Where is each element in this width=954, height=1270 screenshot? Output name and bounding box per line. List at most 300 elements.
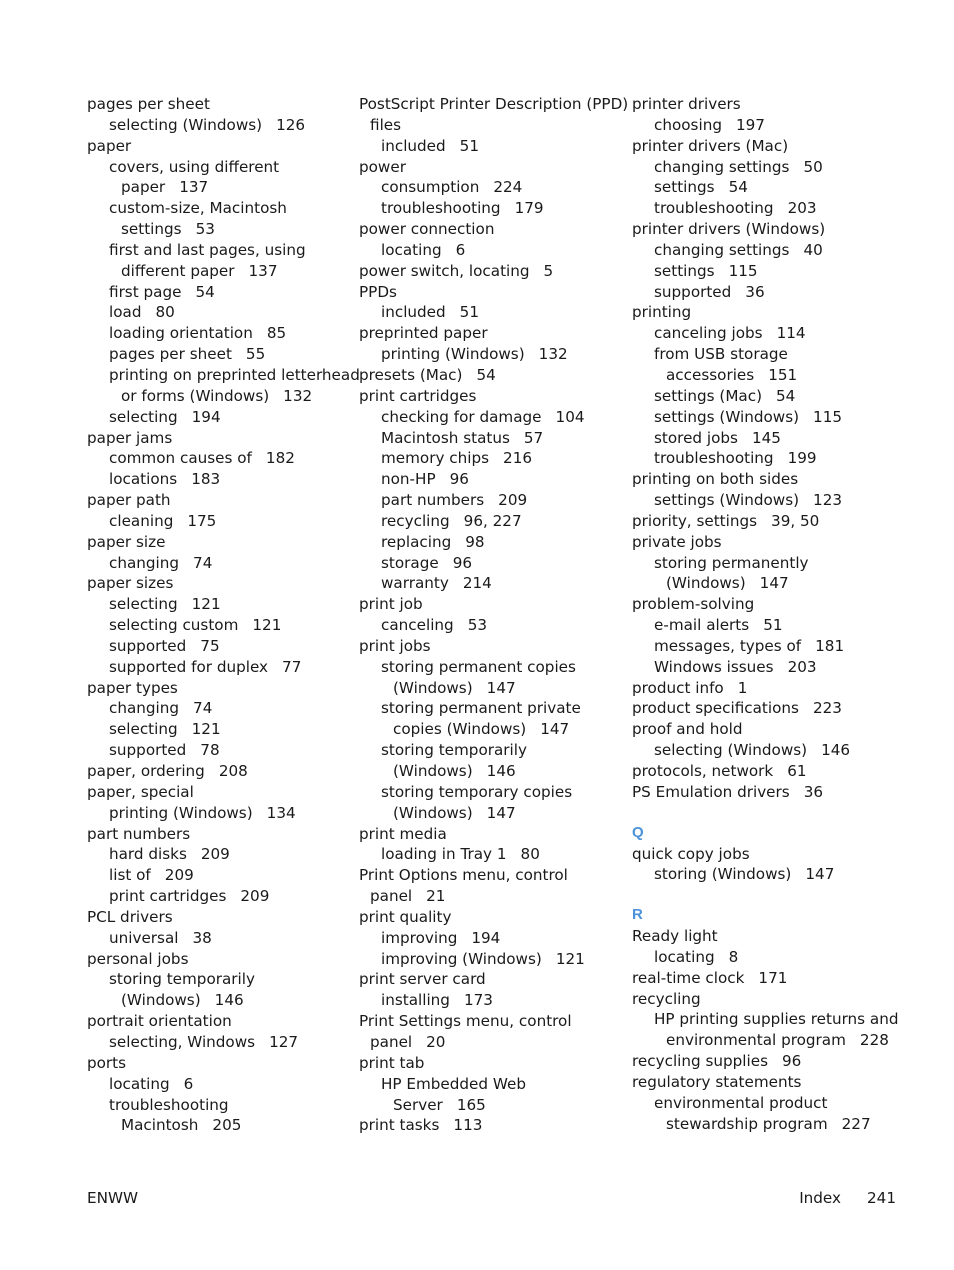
entry-term: print tasks [359, 1116, 440, 1135]
index-subentry [632, 1114, 912, 1135]
entry-page-ref: 39, 50 [771, 511, 820, 530]
entry-page-ref: 51 [459, 303, 479, 322]
index-subentry [87, 365, 360, 386]
index-subentry [87, 282, 349, 303]
entry-term: PS Emulation drivers [632, 782, 790, 801]
entry-page-ref: 113 [453, 1116, 483, 1135]
entry-page-ref: 53 [195, 220, 215, 239]
index-subentry [632, 636, 912, 657]
entry-term: printing (Windows) [109, 803, 253, 822]
entry-term: Windows issues [654, 657, 774, 676]
index-subentry [632, 240, 912, 261]
index-entry [359, 1115, 621, 1136]
index-entry [359, 323, 621, 344]
entry-term: power connection [359, 220, 495, 239]
index-column-1 [87, 94, 360, 1136]
index-entry [359, 886, 621, 907]
entry-term: canceling jobs [654, 324, 763, 343]
entry-term: cleaning [109, 511, 174, 530]
entry-term: paper size [87, 532, 166, 551]
entry-term: settings [654, 178, 715, 197]
index-entry [87, 1011, 349, 1032]
entry-page-ref: 146 [821, 741, 851, 760]
entry-term: (Windows) [393, 803, 473, 822]
entry-page-ref: 51 [459, 136, 479, 155]
footer-page-info [799, 1187, 896, 1209]
entry-page-ref: 173 [463, 991, 493, 1010]
index-subentry [632, 157, 912, 178]
entry-term: improving [381, 928, 458, 947]
index-entry [632, 532, 912, 553]
entry-term: messages, types of [654, 636, 802, 655]
index-subentry [87, 594, 349, 615]
index-entry [87, 573, 349, 594]
entry-term: paper [87, 136, 132, 155]
entry-term: Server [393, 1095, 443, 1114]
index-subentry [359, 469, 621, 490]
entry-page-ref: 114 [776, 324, 806, 343]
index-subentry [632, 428, 912, 449]
entry-term: choosing [654, 115, 722, 134]
index-subentry [87, 240, 349, 261]
entry-term: selecting [109, 407, 178, 426]
entry-page-ref: 115 [728, 261, 758, 280]
footer-doc-code: ENWW [87, 1189, 138, 1207]
entry-term: print tab [359, 1053, 425, 1072]
index-subentry [87, 886, 349, 907]
entry-page-ref: 115 [813, 407, 843, 426]
entry-term: panel [370, 1032, 413, 1051]
entry-term: Ready light [632, 927, 718, 946]
entry-term: print jobs [359, 636, 431, 655]
entry-page-ref: 224 [493, 178, 523, 197]
index-subentry [359, 448, 621, 469]
index-entry [359, 365, 621, 386]
entry-term: preprinted paper [359, 324, 488, 343]
entry-term: portrait orientation [87, 1012, 232, 1031]
entry-term: hard disks [109, 845, 187, 864]
entry-page-ref: 214 [462, 574, 492, 593]
entry-page-ref: 203 [787, 199, 817, 218]
index-subentry [632, 1030, 912, 1051]
entry-term: supported for duplex [109, 657, 269, 676]
entry-term: selecting [109, 720, 178, 739]
entry-page-ref: 8 [728, 947, 739, 966]
index-subentry [359, 1074, 621, 1095]
index-column-2 [359, 94, 629, 1136]
index-entry [87, 428, 349, 449]
index-subentry [87, 553, 349, 574]
entry-term: part numbers [87, 824, 191, 843]
entry-page-ref: 147 [486, 803, 516, 822]
index-entry [359, 1032, 621, 1053]
entry-term: load [109, 303, 142, 322]
index-subentry [359, 553, 621, 574]
entry-page-ref: 194 [471, 928, 501, 947]
entry-page-ref: 74 [193, 699, 213, 718]
index-entry [87, 1053, 349, 1074]
entry-term: PostScript Printer Description (PPD) [359, 95, 629, 113]
index-subentry [87, 803, 349, 824]
entry-term: common causes of [109, 449, 252, 468]
entry-term: recycling supplies [632, 1052, 768, 1071]
entry-page-ref: 55 [245, 345, 266, 364]
index-subentry [632, 864, 912, 885]
index-entry [632, 511, 912, 532]
index-entry [359, 1053, 621, 1074]
index-subentry [359, 490, 621, 511]
index-entry [87, 824, 349, 845]
entry-term: loading orientation [109, 324, 253, 343]
index-entry [632, 926, 912, 947]
index-subentry [87, 344, 349, 365]
entry-term: non-HP [381, 470, 436, 489]
entry-term: storing temporarily [381, 741, 527, 760]
index-subentry [359, 844, 621, 865]
entry-term: settings (Mac) [654, 386, 763, 405]
index-subentry [359, 511, 621, 532]
entry-page-ref: 54 [195, 282, 215, 301]
index-subentry [359, 719, 621, 740]
entry-term: supported [109, 636, 187, 655]
entry-term: recycling [632, 989, 701, 1008]
entry-term: loading in Tray 1 [381, 845, 507, 864]
entry-page-ref: 208 [218, 762, 248, 780]
entry-term: selecting custom [109, 616, 239, 635]
entry-page-ref: 61 [787, 762, 807, 780]
entry-term: supported [654, 282, 732, 301]
index-entry [632, 136, 912, 157]
index-subentry [359, 928, 621, 949]
entry-term: settings (Windows) [654, 491, 800, 510]
entry-term: environmental program [666, 1031, 846, 1050]
entry-page-ref: 96 [449, 470, 469, 489]
index-entry [632, 698, 912, 719]
entry-term: different paper [121, 261, 235, 280]
entry-term: paper jams [87, 428, 173, 447]
entry-page-ref: 20 [426, 1032, 446, 1051]
index-subentry [87, 990, 349, 1011]
entry-page-ref: 132 [283, 386, 313, 405]
index-entry [87, 94, 349, 115]
index-subentry [632, 115, 912, 136]
entry-page-ref: 53 [467, 616, 488, 635]
index-entry [632, 844, 912, 865]
entry-page-ref: 80 [520, 845, 540, 864]
entry-term: Macintosh [121, 1116, 199, 1135]
entry-page-ref: 121 [191, 720, 221, 739]
entry-page-ref: 54 [728, 178, 748, 197]
entry-page-ref: 126 [276, 115, 306, 134]
index-entry [632, 719, 912, 740]
entry-page-ref: 78 [200, 741, 220, 760]
index-subentry [87, 636, 349, 657]
entry-term: part numbers [381, 491, 485, 510]
entry-term: troubleshooting [381, 199, 501, 218]
index-subentry [359, 302, 621, 323]
entry-page-ref: 98 [465, 532, 485, 551]
index-subentry [359, 678, 621, 699]
index-subentry [359, 240, 621, 261]
entry-term: included [381, 136, 446, 155]
index-entry [359, 1011, 621, 1032]
entry-page-ref: 121 [555, 949, 585, 968]
index-entry [359, 115, 621, 136]
index-subentry [359, 698, 621, 719]
entry-page-ref: 85 [266, 324, 287, 343]
entry-term: printer drivers [632, 95, 741, 113]
entry-page-ref: 194 [191, 407, 221, 426]
entry-term: warranty [381, 574, 449, 593]
entry-term: real-time clock [632, 968, 745, 987]
entry-page-ref: 104 [555, 407, 585, 426]
entry-page-ref: 209 [164, 866, 194, 885]
index-entry [87, 761, 349, 782]
entry-term: paper, special [87, 782, 194, 801]
index-entry [632, 219, 912, 240]
entry-page-ref: 127 [269, 1032, 299, 1051]
index-entry [87, 907, 349, 928]
entry-page-ref: 175 [187, 511, 217, 530]
entry-page-ref: 36 [745, 282, 765, 301]
entry-term: canceling [381, 616, 454, 635]
entry-term: printing on both sides [632, 470, 799, 489]
entry-term: problem-solving [632, 595, 755, 614]
entry-term: storing permanent copies [381, 657, 576, 676]
index-subentry [632, 365, 912, 386]
index-entry [87, 490, 349, 511]
entry-term: HP Embedded Web [381, 1074, 526, 1093]
index-subentry [359, 615, 621, 636]
index-entry [632, 94, 912, 115]
index-subentry [87, 511, 349, 532]
entry-term: locating [109, 1074, 170, 1093]
entry-term: storing (Windows) [654, 865, 792, 884]
entry-term: HP printing supplies returns and [654, 1010, 899, 1029]
entry-term: printing [632, 303, 692, 322]
index-entry [359, 94, 629, 115]
entry-term: from USB storage [654, 345, 788, 364]
index-subentry [87, 865, 349, 886]
entry-page-ref: 223 [812, 699, 842, 718]
entry-page-ref: 182 [265, 449, 295, 468]
index-subentry [359, 198, 621, 219]
index-subentry [87, 323, 349, 344]
entry-term: troubleshooting [654, 199, 774, 218]
entry-page-ref: 121 [191, 595, 221, 614]
index-entry [87, 949, 349, 970]
index-entry [632, 782, 912, 803]
entry-term: panel [370, 887, 413, 906]
entry-page-ref: 147 [486, 678, 516, 697]
section-letter: Q [632, 823, 644, 841]
entry-term: covers, using different [109, 157, 280, 176]
entry-page-ref: 96 [452, 553, 473, 572]
entry-term: storing permanently [654, 553, 809, 572]
index-subentry [359, 761, 621, 782]
index-subentry [359, 136, 621, 157]
entry-term: first page [109, 282, 182, 301]
index-subentry [359, 532, 621, 553]
entry-term: presets (Mac) [359, 365, 463, 384]
entry-page-ref: 54 [476, 365, 496, 384]
footer-section-label: Index [799, 1189, 841, 1207]
entry-page-ref: 137 [179, 178, 209, 197]
entry-page-ref: 181 [815, 636, 845, 655]
index-subentry [632, 407, 912, 428]
index-entry [359, 261, 621, 282]
index-subentry [632, 386, 912, 407]
index-entry [632, 469, 912, 490]
index-subentry [632, 1009, 912, 1030]
index-subentry [87, 698, 349, 719]
index-subentry [359, 657, 621, 678]
index-subentry [87, 198, 349, 219]
index-subentry [632, 177, 912, 198]
entry-page-ref: 137 [248, 261, 278, 280]
entry-term: printing on preprinted letterhead [109, 365, 360, 384]
index-subentry [632, 323, 912, 344]
entry-term: changing settings [654, 240, 790, 259]
entry-term: print server card [359, 970, 486, 989]
entry-term: priority, settings [632, 511, 758, 530]
index-entry [359, 907, 621, 928]
index-entry [359, 157, 621, 178]
entry-term: recycling [381, 511, 450, 530]
index-entry [359, 636, 621, 657]
index-subentry [87, 261, 349, 282]
index-subentry [632, 740, 912, 761]
entry-term: Print Settings menu, control [359, 1012, 572, 1031]
index-subentry [87, 719, 349, 740]
entry-term: pages per sheet [109, 345, 232, 364]
entry-page-ref: 216 [503, 449, 533, 468]
entry-page-ref: 50 [803, 157, 823, 176]
entry-term: (Windows) [666, 574, 746, 593]
entry-term: PPDs [359, 282, 397, 301]
entry-term: regulatory statements [632, 1072, 802, 1091]
entry-term: paper, ordering [87, 762, 205, 780]
index-entry [87, 678, 349, 699]
index-entry [632, 1072, 912, 1093]
entry-page-ref: 40 [803, 240, 823, 259]
entry-term: printing (Windows) [381, 345, 525, 364]
index-entry [632, 302, 912, 323]
entry-term: (Windows) [121, 991, 201, 1010]
index-subentry [632, 947, 912, 968]
index-subentry [87, 1115, 349, 1136]
entry-page-ref: 121 [252, 616, 282, 635]
entry-page-ref: 74 [193, 553, 213, 572]
entry-page-ref: 203 [787, 657, 817, 676]
entry-page-ref: 183 [191, 470, 221, 489]
entry-term: supported [109, 741, 187, 760]
index-entry [632, 989, 912, 1010]
entry-term: checking for damage [381, 407, 542, 426]
index-subentry [87, 969, 349, 990]
entry-term: universal [109, 928, 179, 947]
entry-page-ref: 199 [787, 449, 817, 468]
entry-term: pages per sheet [87, 95, 210, 113]
index-column-3 [632, 94, 912, 1135]
index-subentry [87, 157, 349, 178]
entry-term: printer drivers (Windows) [632, 220, 826, 239]
index-subentry [87, 407, 349, 428]
entry-page-ref: 123 [813, 491, 843, 510]
entry-term: print cartridges [109, 887, 227, 906]
entry-term: custom-size, Macintosh [109, 199, 287, 218]
entry-term: paper types [87, 678, 178, 697]
entry-term: first and last pages, using [109, 240, 306, 259]
index-entry [87, 782, 349, 803]
entry-term: or forms (Windows) [121, 386, 270, 405]
entry-page-ref: 1 [737, 678, 748, 697]
index-subentry [359, 949, 621, 970]
entry-term: selecting (Windows) [109, 115, 263, 134]
entry-term: power switch, locating [359, 261, 530, 280]
footer-page-number: 241 [867, 1189, 896, 1207]
entry-term: improving (Windows) [381, 949, 542, 968]
entry-page-ref: 96, 227 [463, 511, 522, 530]
entry-page-ref: 147 [759, 574, 789, 593]
entry-page-ref: 38 [192, 928, 212, 947]
index-subentry [87, 219, 349, 240]
entry-term: PCL drivers [87, 907, 173, 926]
entry-term: storage [381, 553, 439, 572]
entry-term: troubleshooting [109, 1095, 229, 1114]
entry-term: proof and hold [632, 720, 743, 739]
entry-term: accessories [666, 365, 755, 384]
entry-term: selecting, Windows [109, 1032, 256, 1051]
index-entry [632, 1051, 912, 1072]
entry-term: included [381, 303, 446, 322]
entry-page-ref: 54 [776, 386, 796, 405]
index-entry [359, 594, 621, 615]
index-subentry [359, 803, 621, 824]
index-subentry [632, 657, 912, 678]
index-subentry [87, 177, 349, 198]
entry-term: changing settings [654, 157, 790, 176]
section-letter: R [632, 906, 643, 924]
entry-term: copies (Windows) [393, 720, 527, 739]
entry-term: environmental product [654, 1093, 828, 1112]
index-subentry [359, 740, 621, 761]
entry-term: print job [359, 595, 423, 614]
index-subentry [359, 407, 621, 428]
entry-term: protocols, network [632, 762, 774, 780]
entry-term: storing permanent private [381, 699, 581, 718]
index-entry [87, 136, 349, 157]
index-subentry [87, 448, 349, 469]
entry-term: locating [654, 947, 715, 966]
entry-term: personal jobs [87, 949, 189, 968]
entry-term: print media [359, 824, 447, 843]
entry-page-ref: 165 [456, 1095, 486, 1114]
index-entry [632, 594, 912, 615]
entry-term: Print Options menu, control [359, 866, 568, 885]
index-subentry [359, 1095, 621, 1116]
entry-term: files [370, 115, 402, 134]
entry-term: ports [87, 1053, 127, 1072]
entry-page-ref: 227 [841, 1114, 871, 1133]
index-subentry [632, 553, 912, 574]
entry-term: consumption [381, 178, 480, 197]
index-subentry [632, 1093, 912, 1114]
entry-term: Macintosh status [381, 428, 510, 447]
entry-page-ref: 132 [538, 345, 568, 364]
entry-page-ref: 77 [282, 657, 302, 676]
entry-page-ref: 75 [200, 636, 220, 655]
